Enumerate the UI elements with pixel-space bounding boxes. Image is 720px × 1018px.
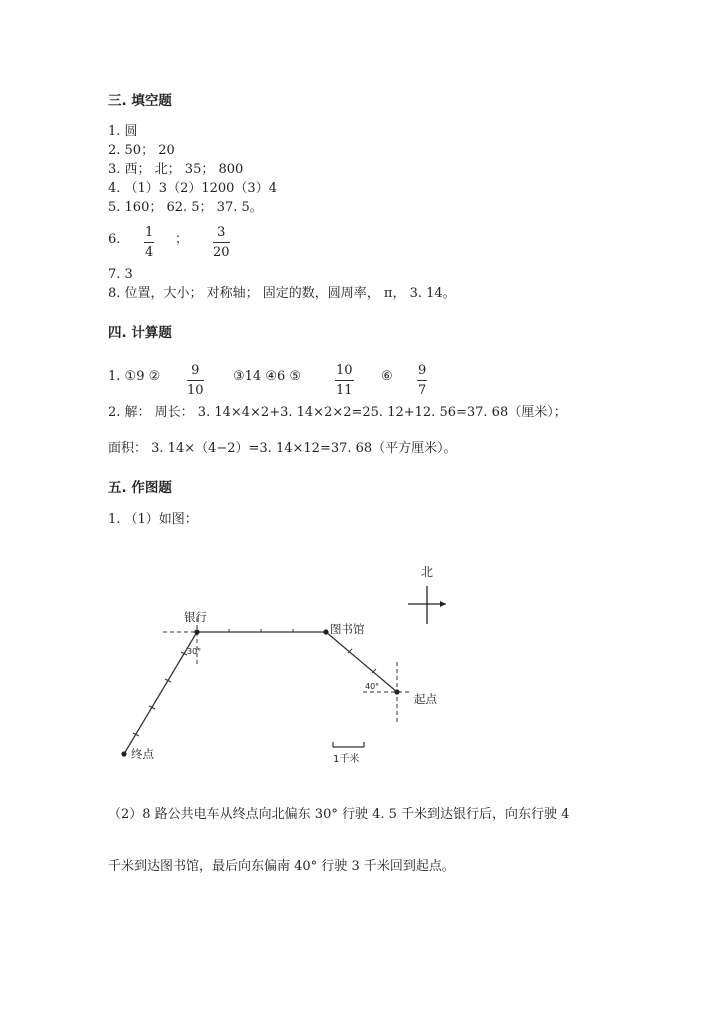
start-point: [394, 689, 399, 694]
end-point: [121, 751, 126, 756]
section5-title: 五. 作图题: [108, 480, 172, 496]
fraction-numerator: 3: [217, 225, 226, 240]
angle-30-label: 30°: [187, 647, 202, 656]
fraction-numerator: 1: [145, 225, 154, 240]
end-label: 终点: [131, 747, 154, 761]
drawing-line-2: （2）8 路公共电车从终点向北偏东 30° 行驶 4. 5 千米到达银行后，向东行驶 4: [108, 807, 570, 822]
calc-line-a: 1. ①9 ②: [108, 369, 161, 384]
fraction: [213, 225, 230, 260]
answer-line: 1. 圆: [108, 124, 138, 139]
calc-line-3: 面积： 3. 14×（4−2）=3. 14×12=37. 68（平方厘米）。: [108, 441, 457, 456]
route-ticks-3: [348, 649, 376, 673]
section3-title: 三. 填空题: [108, 93, 172, 109]
fraction-numerator: 9: [418, 363, 427, 378]
bank-point: [194, 629, 199, 634]
answer-6-label: 6.: [108, 232, 121, 247]
bank-label: 银行: [184, 610, 207, 624]
fraction: [187, 363, 204, 398]
fraction-numerator: 9: [191, 363, 200, 378]
fraction: [335, 363, 354, 398]
library-label: 图书馆: [330, 622, 365, 636]
route-diagram: [0, 540, 720, 780]
compass-arrow-icon: [440, 601, 446, 607]
section4-title: 四. 计算题: [108, 325, 172, 341]
scale-label: 1千米: [333, 754, 360, 765]
answer-line: 7. 3: [108, 267, 133, 282]
calc-line-c: ⑥: [381, 369, 393, 384]
fraction: [417, 363, 427, 398]
fraction-denominator: 20: [213, 242, 230, 260]
library-point: [323, 629, 328, 634]
drawing-line-1: 1. （1）如图：: [108, 512, 198, 527]
north-label: 北: [421, 565, 434, 579]
fraction-denominator: 10: [187, 380, 204, 398]
fraction-numerator: 10: [336, 363, 353, 378]
answer-line: 8. 位置，大小； 对称轴； 固定的数，圆周率， π， 3. 14。: [108, 286, 456, 301]
angle-40-label: 40°: [365, 682, 380, 691]
calc-line-2: 2. 解： 周长： 3. 14×4×2+3. 14×2×2=25. 12+12. 56=37. 68（厘米）；: [108, 405, 567, 420]
fraction-denominator: 11: [335, 380, 354, 398]
answer-line: 3. 西； 北； 35； 800: [108, 162, 244, 177]
answer-line: 4. （1）3（2）1200（3）4: [108, 181, 277, 196]
separator: ；: [175, 232, 189, 247]
answer-line: 2. 50； 20: [108, 143, 175, 158]
drawing-line-3: 千米到达图书馆，最后向东偏南 40° 行驶 3 千米回到起点。: [108, 859, 455, 874]
start-label: 起点: [414, 692, 437, 706]
fraction-denominator: 7: [417, 380, 427, 398]
fraction-denominator: 4: [144, 242, 154, 260]
fraction: [144, 225, 154, 260]
answer-line: 5. 160； 62. 5； 37. 5。: [108, 200, 263, 215]
route-segment-library-to-start: [326, 632, 397, 692]
calc-line-b: ③14 ④6 ⑤: [233, 369, 302, 384]
